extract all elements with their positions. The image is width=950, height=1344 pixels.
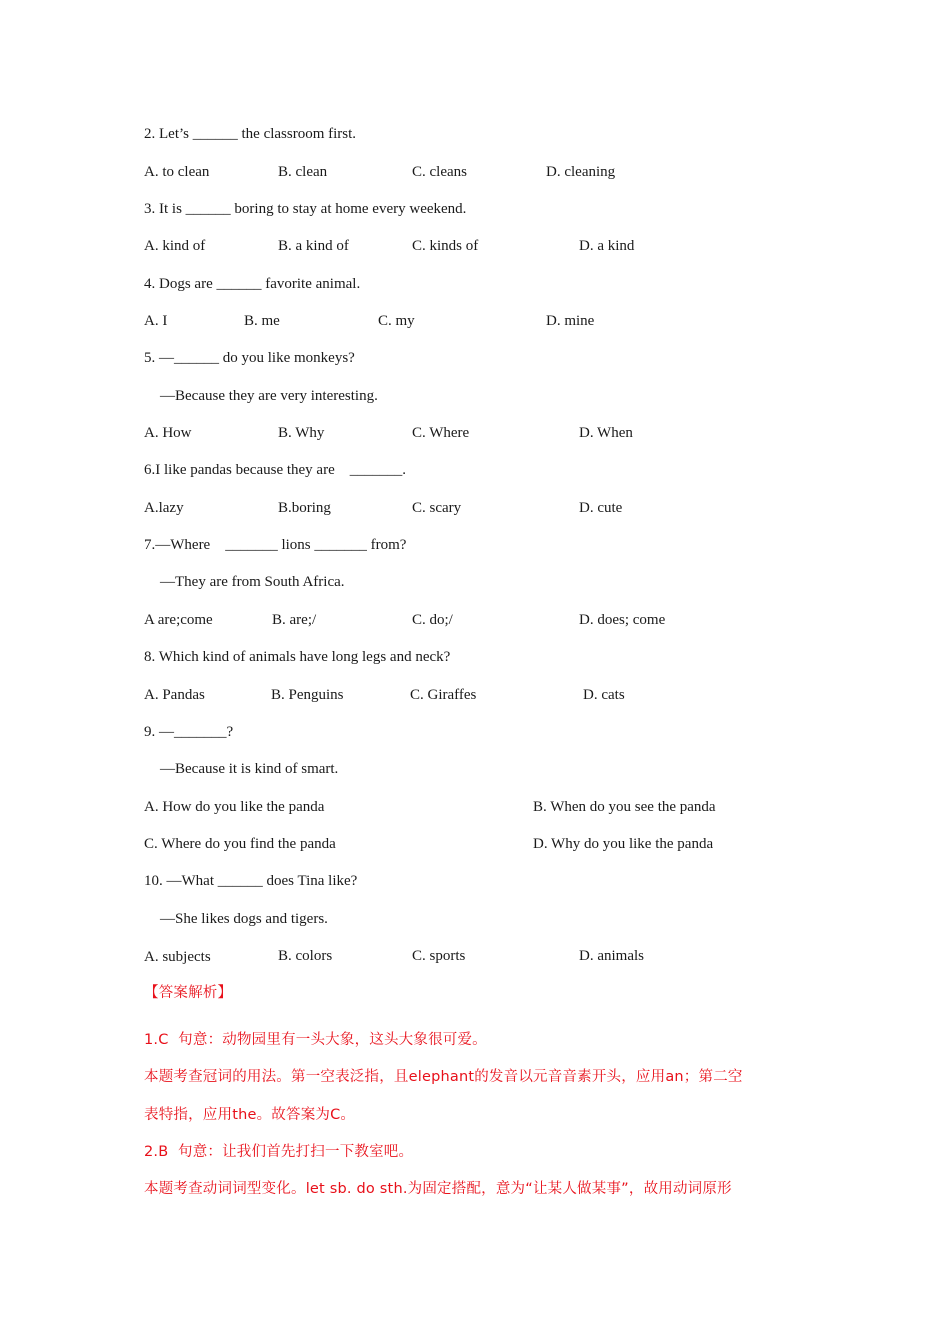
question-7-option-a: A are;come xyxy=(144,612,213,628)
question-3-option-a: A. kind of xyxy=(144,238,206,254)
question-8-option-a: A. Pandas xyxy=(144,687,205,703)
question-2-option-a: A. to clean xyxy=(144,164,210,180)
question-8-stem: 8. Which kind of animals have long legs and neck? xyxy=(144,649,451,665)
question-5-option-c: C. Where xyxy=(412,425,470,441)
question-5-reply: —Because they are very interesting. xyxy=(160,388,378,404)
question-10-stem: 10. —What ______ does Tina like? xyxy=(144,873,358,889)
question-8-option-b: B. Penguins xyxy=(271,687,344,703)
question-10-option-a: A. subjects xyxy=(144,949,211,965)
question-7-stem: 7.—Where _______ lions _______ from? xyxy=(144,537,407,553)
question-4-option-b: B. me xyxy=(244,313,280,329)
question-4-option-a: A. I xyxy=(144,313,168,329)
question-5-option-b: B. Why xyxy=(278,425,325,441)
answer-1-title: 1.C 句意：动物园里有一头大象，这头大象很可爱。 xyxy=(144,1032,487,1048)
question-8-option-d: D. cats xyxy=(583,687,625,703)
question-6-stem: 6.I like pandas because they are _______. xyxy=(144,462,406,478)
question-3-option-d: D. a kind xyxy=(579,238,635,254)
answer-2-title: 2.B 句意：让我们首先打扫一下教室吧。 xyxy=(144,1144,414,1160)
question-10-option-d: D. animals xyxy=(579,948,644,964)
question-5-stem: 5. —______ do you like monkeys? xyxy=(144,350,355,366)
question-4-option-c: C. my xyxy=(378,313,415,329)
question-2-option-c: C. cleans xyxy=(412,164,467,180)
question-5-option-d: D. When xyxy=(579,425,633,441)
question-4-stem: 4. Dogs are ______ favorite animal. xyxy=(144,276,361,292)
question-7-option-d: D. does; come xyxy=(579,612,666,628)
question-9-option-c: C. Where do you find the panda xyxy=(144,836,336,852)
question-3-stem: 3. It is ______ boring to stay at home every weekend. xyxy=(144,201,467,217)
question-9-option-b: B. When do you see the panda xyxy=(533,799,716,815)
question-9-option-a: A. How do you like the panda xyxy=(144,799,325,815)
question-2-option-b: B. clean xyxy=(278,164,328,180)
question-2-stem: 2. Let’s ______ the classroom first. xyxy=(144,126,357,142)
question-5-option-a: A. How xyxy=(144,425,192,441)
question-3-option-b: B. a kind of xyxy=(278,238,349,254)
question-9-reply: —Because it is kind of smart. xyxy=(160,761,339,777)
question-3-option-c: C. kinds of xyxy=(412,238,479,254)
question-6-option-a: A.lazy xyxy=(144,500,184,516)
question-7-option-c: C. do;/ xyxy=(412,612,453,628)
question-4-option-d: D. mine xyxy=(546,313,595,329)
answer-2-explanation-line1: 本题考查动词词型变化。let sb. do sth.为固定搭配，意为“让某人做某事”，故用动词原形 xyxy=(144,1181,732,1197)
question-9-stem: 9. —_______? xyxy=(144,724,234,740)
question-7-reply: —They are from South Africa. xyxy=(160,574,345,590)
answer-section-heading: 【答案解析】 xyxy=(144,985,233,1001)
question-6-option-b: B.boring xyxy=(278,500,331,516)
question-2-option-d: D. cleaning xyxy=(546,164,616,180)
question-9-option-d: D. Why do you like the panda xyxy=(533,836,714,852)
question-8-option-c: C. Giraffes xyxy=(410,687,477,703)
question-7-option-b: B. are;/ xyxy=(272,612,317,628)
question-10-reply: —She likes dogs and tigers. xyxy=(160,911,328,927)
answer-1-explanation-line1: 本题考查冠词的用法。第一空表泛指，且elephant的发音以元音音素开头，应用an；第二空 xyxy=(144,1069,743,1085)
question-6-option-d: D. cute xyxy=(579,500,623,516)
question-6-option-c: C. scary xyxy=(412,500,462,516)
question-10-option-c: C. sports xyxy=(412,948,466,964)
question-10-option-b: B. colors xyxy=(278,948,333,964)
answer-1-explanation-line2: 表特指，应用the。故答案为C。 xyxy=(144,1107,356,1123)
